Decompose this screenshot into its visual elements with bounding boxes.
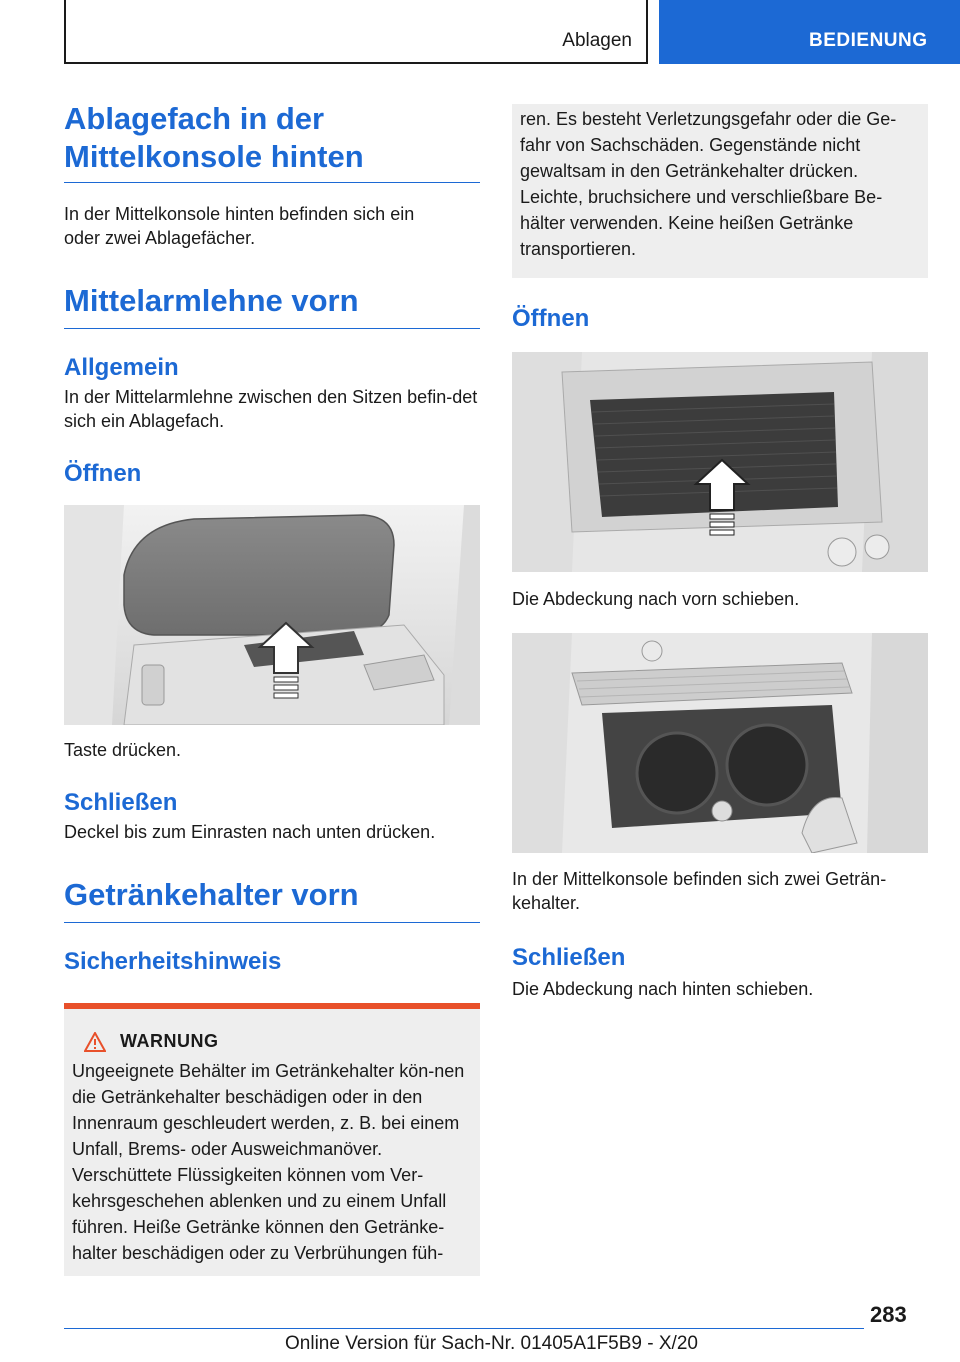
warning-text: Ungeeignete Behälter im Getränkehalter kön-nen die Getränkehalter beschädigen oder in den Innenraum geschleudert werden, z. B. bei einem Unfall, Brems- oder Ausweichmanöver. Verschüttete Flüssigkeiten können vom Ver-kehrsgeschehen ablenken und zu einem Unfall führen. Heiße Getränke können den Getränke-halter beschädigen oder zu Verbrühungen füh-: [72, 1061, 465, 1263]
warning-triangle-icon: [84, 1032, 106, 1052]
warning-continuation-text: ren. Es besteht Verletzungsgefahr oder die Ge-fahr von Sachschäden. Gegenstände nicht gewaltsam in den Getränkehalter drücken. Leichte, bruchsichere und verschließbare Be-hälter verwenden. Keine heißen Getränke transportieren.: [520, 109, 897, 259]
paragraph-allgemein: In der Mittelarmlehne zwischen den Sitzen befin-det sich ein Ablagefach.: [64, 387, 478, 431]
header-section-title: Ablagen: [562, 30, 632, 51]
heading-mittelarmlehne: Mittelarmlehne vorn: [64, 282, 480, 329]
footer-online-version: Online Version für Sach-Nr. 01405A1F5B9 - X/20: [285, 1333, 698, 1354]
heading-allgemein: Allgemein: [64, 354, 179, 381]
heading-schliessen-right: Schließen: [512, 944, 626, 971]
footer-rule: [64, 1328, 864, 1329]
heading-ablagefach: Ablagefach in der Mittelkonsole hinten: [64, 101, 364, 174]
caption-zwei-getraenkehalter: In der Mittelkonsole befinden sich zwei Geträn-kehalter.: [512, 869, 887, 913]
left-column: [64, 100, 480, 1276]
heading-getraenkehalter: Getränkehalter vorn: [64, 876, 480, 923]
paragraph-schliessen-left: Deckel bis zum Einrasten nach unten drücken.: [64, 822, 436, 842]
heading-schliessen-left: Schließen: [64, 789, 178, 816]
cupholder-photo: [512, 633, 928, 853]
header-section-box: [64, 0, 648, 64]
heading-rule: [64, 182, 480, 183]
heading-oeffnen-left: Öffnen: [64, 460, 142, 487]
header-chapter-tab[interactable]: [659, 0, 960, 64]
warning-header: [72, 1031, 472, 1052]
page-number: 283: [870, 1302, 907, 1327]
paragraph-ablagefach: In der Mittelkonsole hinten befinden sich ein oder zwei Ablagefächer.: [64, 204, 415, 248]
warning-box: [64, 1003, 480, 1276]
cover-photo: [512, 352, 928, 572]
heading-oeffnen-right: Öffnen: [512, 305, 590, 332]
caption-abdeckung: Die Abdeckung nach vorn schieben.: [512, 589, 800, 609]
armrest-photo: [64, 505, 480, 725]
warning-title: WARNUNG: [120, 1031, 219, 1051]
warning-continuation-box: [512, 104, 928, 278]
header-chapter-label: BEDIENUNG: [809, 30, 928, 51]
caption-taste: Taste drücken.: [64, 740, 182, 760]
paragraph-schliessen-right: Die Abdeckung nach hinten schieben.: [512, 979, 814, 999]
heading-sicherheitshinweis: Sicherheitshinweis: [64, 948, 282, 975]
right-column: [512, 104, 928, 1001]
